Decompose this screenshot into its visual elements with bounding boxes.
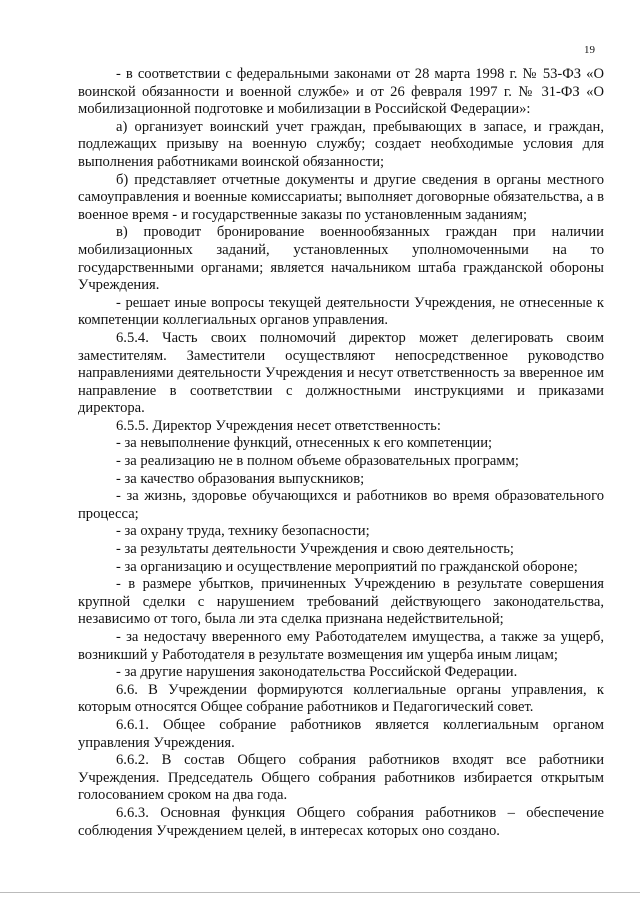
paragraph-item-b: б) представляет отчетные документы и другие сведения в органы местного самоуправления и военные комиссариаты; выполняет договорные обязательства, а в военное время - и государственные заказы по установленным заданиям; — [78, 171, 604, 223]
paragraph-6-6-3: 6.6.3. Основная функция Общего собрания работников – обеспечение соблюдения Учреждением целей, в интересах которых оно создано. — [78, 804, 604, 839]
responsibility-item: - за организацию и осуществление мероприятий по гражданской обороне; — [116, 558, 578, 575]
paragraph-6-6-1: 6.6.1. Общее собрание работников является коллегиальным органом управления Учреждения. — [78, 716, 604, 751]
responsibility-item: - за другие нарушения законодательства Российской Федерации. — [116, 664, 518, 681]
responsibility-item: - за результаты деятельности Учреждения и свою деятельность; — [116, 541, 514, 558]
paragraph-federal-laws: - в соответствии с федеральными законами от 28 марта 1998 г. № 53-ФЗ «О воинской обязанности и военной службе» и от 26 февраля 1997 г. № 31-ФЗ «О мобилизационной подготовке и мобилизации в Российской Федерации»: — [78, 66, 604, 118]
paragraph-6-6: 6.6. В Учреждении формируются коллегиальные органы управления, к которым относятся Общее собрание работников и Педагогический совет. — [78, 681, 604, 716]
paragraph-6-5-5: 6.5.5. Директор Учреждения несет ответственность: — [116, 417, 441, 434]
paragraph-6-6-2: 6.6.2. В состав Общего собрания работников входят все работники Учреждения. Председатель Общего собрания работников избирается открытым голосованием сроком на два года. — [78, 752, 604, 804]
responsibility-item: - в размере убытков, причиненных Учреждению в результате совершения крупной сделки с нарушением требований действующего законодательства, независимо от того, была ли эта сделка признана недействительной; — [78, 576, 604, 628]
page-number: 19 — [584, 44, 595, 56]
paragraph-other-questions: - решает иные вопросы текущей деятельности Учреждения, не отнесенные к компетенции коллегиальных органов управления. — [78, 294, 604, 329]
responsibility-item: - за невыполнение функций, отнесенных к его компетенции; — [116, 435, 493, 452]
responsibility-item: - за охрану труда, технику безопасности; — [116, 523, 370, 540]
paragraph-6-5-4: 6.5.4. Часть своих полномочий директор может делегировать своим заместителям. Заместители осуществляют непосредственное руководство направлениями деятельности Учреждения и несут ответственность за вверенное им направление в соответствии с должностными инструкциями и приказами директора. — [78, 329, 604, 417]
paragraph-item-a: а) организует воинский учет граждан, пребывающих в запасе, и граждан, подлежащих призыву на военную службу; создает необходимые условия для выполнения работниками воинской обязанности; — [78, 118, 604, 170]
paragraph-item-v: в) проводит бронирование военнообязанных граждан при наличии мобилизационных заданий, установленных уполномоченными на то государственными органами; является начальником штаба гражданской обороны Учреждения. — [78, 224, 604, 294]
bottom-divider — [0, 892, 640, 893]
responsibility-item: - за реализацию не в полном объеме образовательных программ; — [116, 453, 519, 470]
responsibility-item: - за недостачу вверенного ему Работодателем имущества, а также за ущерб, возникший у Работодателя в результате возмещения им ущерба иным лицам; — [78, 629, 604, 663]
document-body — [78, 66, 604, 840]
responsibility-item: - за качество образования выпускников; — [116, 470, 365, 487]
responsibility-item: - за жизнь, здоровье обучающихся и работников во время образовательного процесса; — [78, 488, 604, 522]
